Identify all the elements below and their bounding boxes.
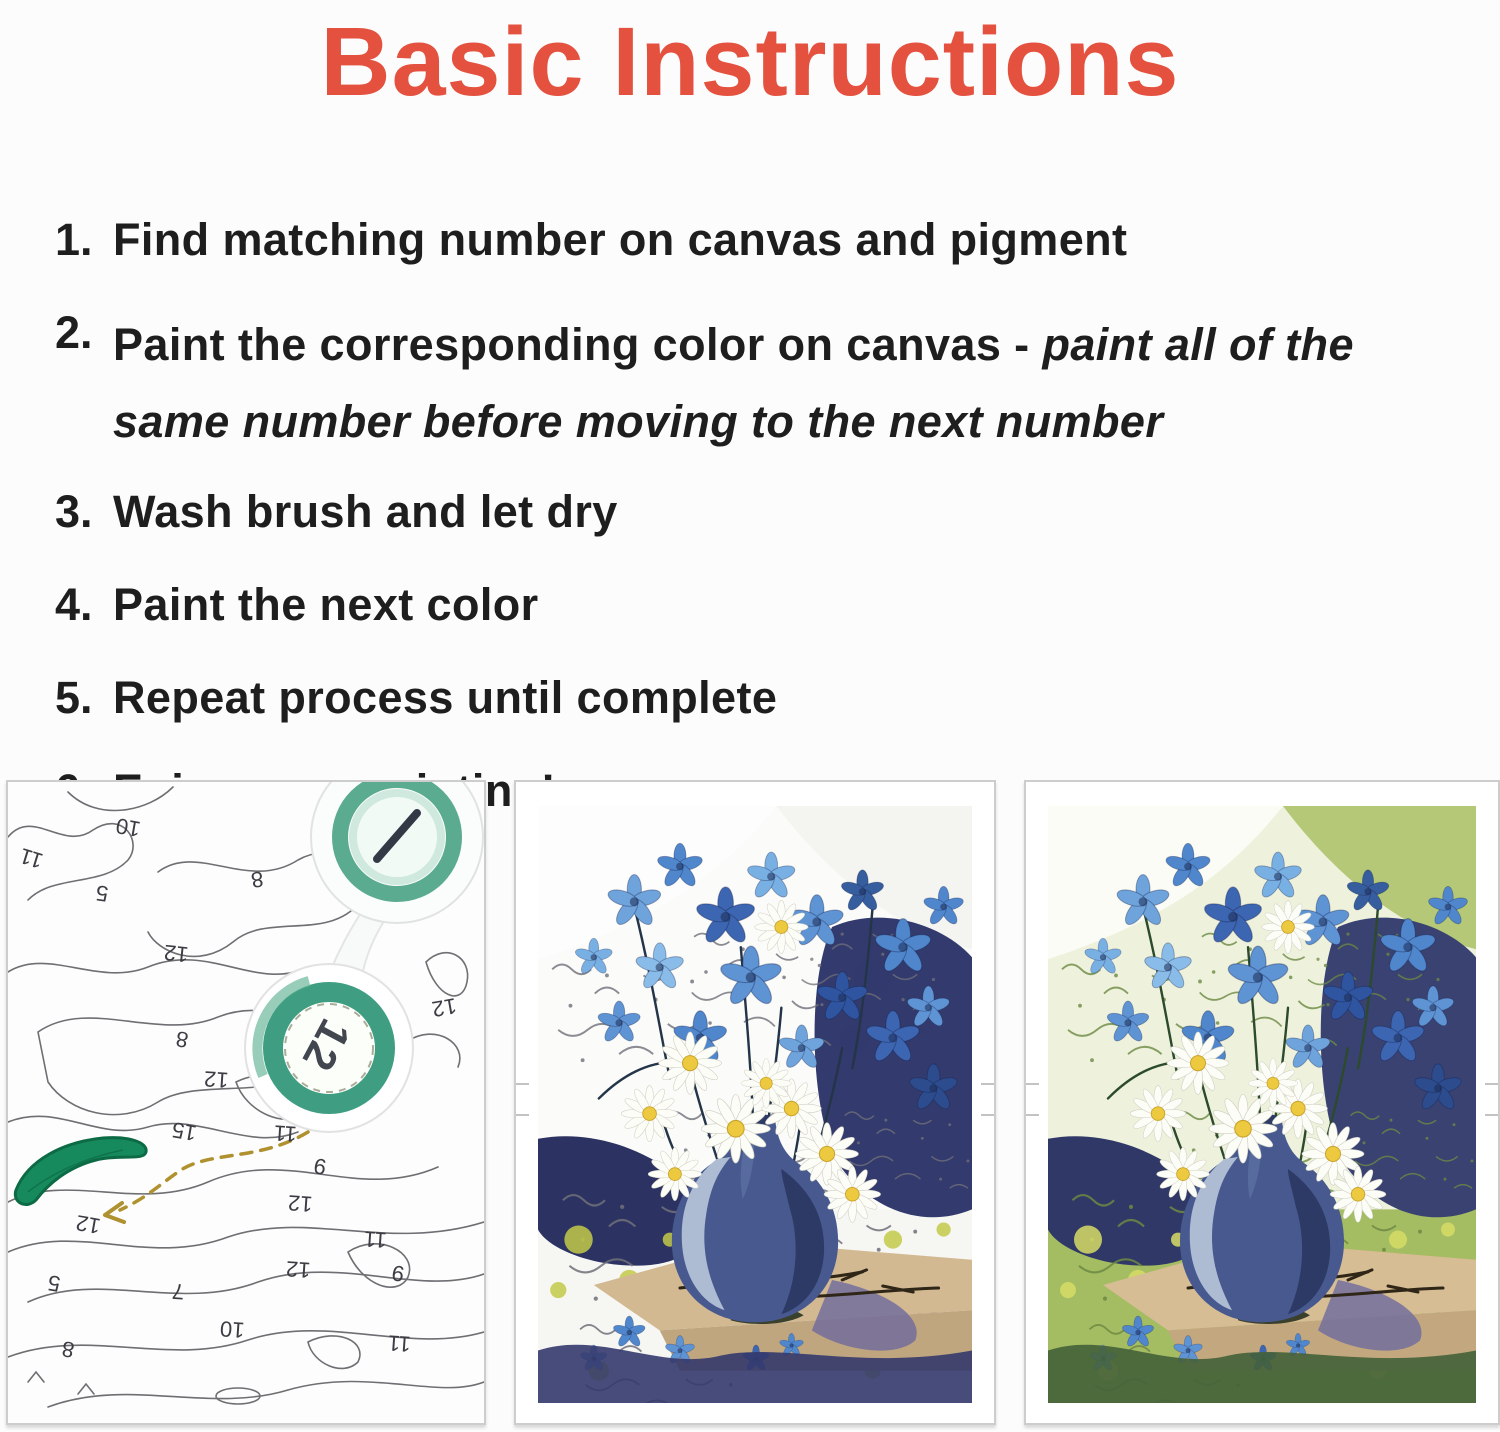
canvas-number: 8 [249, 866, 265, 893]
instruction-item-5 [55, 672, 1445, 724]
instruction-item-1 [55, 214, 1445, 266]
instruction-item-4 [55, 579, 1445, 631]
item-number: 2. [55, 307, 93, 358]
partially-painted-image [538, 806, 972, 1403]
canvas-number: 12 [203, 1066, 230, 1093]
item-text: Repeat process until complete [113, 672, 778, 723]
canvas-number: 11 [16, 843, 46, 874]
canvas-number: 12 [287, 1190, 314, 1217]
item-number: 1. [55, 214, 93, 265]
canvas-number: 11 [363, 1226, 388, 1253]
item-text-italic: paint all of the same number before moving to the next number [113, 319, 1354, 447]
canvas-number: 5 [45, 1270, 63, 1297]
canvas-number: 12 [162, 939, 190, 968]
canvas-number: 7 [171, 1278, 186, 1305]
canvas-number: 12 [430, 993, 459, 1022]
item-text-normal: Paint the corresponding color on canvas - [113, 319, 1043, 370]
item-number: 4. [55, 579, 93, 630]
partially-painted-panel [514, 780, 996, 1425]
canvas-number: 10 [219, 1316, 246, 1343]
canvas-number: 11 [273, 1120, 298, 1147]
paint-pot-number-label: 12 [292, 1011, 360, 1080]
item-number: 3. [55, 486, 93, 537]
finished-painting-panel [1024, 780, 1500, 1425]
item-number: 5. [55, 672, 93, 723]
item-text: Paint the next color [113, 579, 539, 630]
canvas-number: 9 [389, 1260, 407, 1287]
lineart-canvas-panel [6, 780, 486, 1425]
item-text: Wash brush and let dry [113, 486, 618, 537]
item-text [113, 307, 1445, 460]
item-text: Find matching number on canvas and pigment [113, 214, 1128, 265]
canvas-number: 9 [311, 1153, 329, 1180]
canvas-number: 8 [59, 1336, 77, 1363]
canvas-number: 11 [387, 1330, 412, 1357]
lineart-canvas-image [8, 782, 484, 1423]
canvas-number: 12 [73, 1210, 103, 1239]
canvas-number: 12 [285, 1256, 312, 1283]
instruction-item-3 [55, 486, 1445, 538]
canvas-number: 5 [94, 880, 110, 907]
canvas-number: 8 [173, 1026, 191, 1053]
page-title: Basic Instructions [320, 7, 1180, 116]
finished-painting-image [1048, 806, 1476, 1403]
canvas-number: 15 [169, 1117, 199, 1146]
instruction-item-2 [55, 307, 1445, 460]
canvas-number: 10 [113, 813, 143, 842]
instruction-list [55, 214, 1445, 817]
